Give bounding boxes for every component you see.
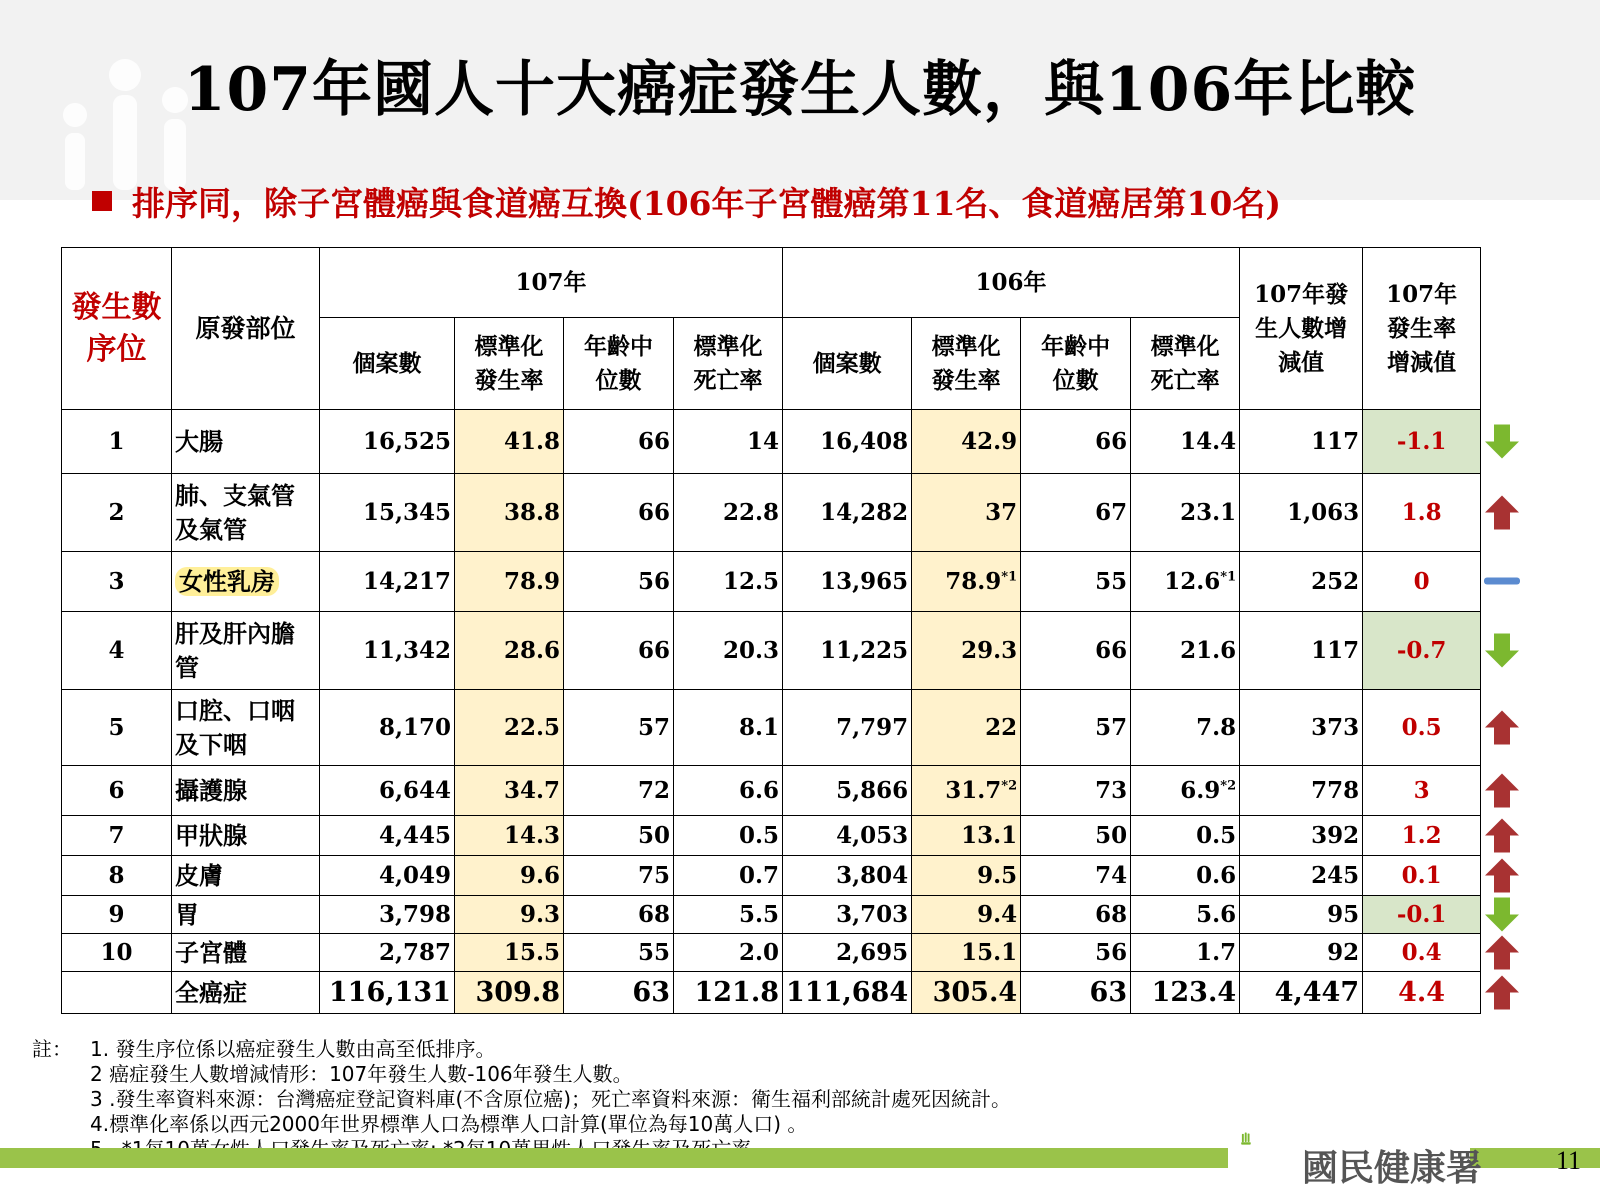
cell-change-count: 117 — [1240, 410, 1363, 474]
cell-median-age-107: 63 — [564, 972, 674, 1014]
cell-cases-107: 4,445 — [320, 816, 455, 856]
header-change-rate: 107年發生率增減值 — [1363, 248, 1481, 410]
footnote-marker: *2 — [1001, 778, 1018, 794]
table-row — [62, 972, 1481, 1014]
cell-rank: 7 — [62, 816, 172, 856]
cell-cases-106: 7,797 — [783, 690, 912, 766]
cell-site: 子宮體 — [172, 934, 320, 972]
cell-std-mortality-106: 7.8 — [1131, 690, 1240, 766]
cell-cases-106: 111,684 — [783, 972, 912, 1014]
header-cases-106: 個案數 — [783, 318, 912, 410]
cell-site: 大腸 — [172, 410, 320, 474]
cell-median-age-107: 66 — [564, 410, 674, 474]
cell-cases-107: 15,345 — [320, 474, 455, 552]
cell-median-age-107: 72 — [564, 766, 674, 816]
cell-median-age-106: 68 — [1021, 896, 1131, 934]
footnote-marker: *1 — [1001, 569, 1018, 585]
table-row — [62, 410, 1481, 474]
arrow-up-icon — [1485, 859, 1519, 893]
cell-std-mortality-106: 6.9$^{*2}$ — [1131, 766, 1240, 816]
arrow-up-icon — [1485, 819, 1519, 853]
cell-rank: 2 — [62, 474, 172, 552]
cell-site: 女性乳房 — [172, 552, 320, 612]
cell-std-mortality-106: 0.6 — [1131, 856, 1240, 896]
cell-change-rate: 3 — [1363, 766, 1481, 816]
cell-rank: 5 — [62, 690, 172, 766]
cell-site: 攝護腺 — [172, 766, 320, 816]
table-row — [62, 856, 1481, 896]
cell-median-age-106: 55 — [1021, 552, 1131, 612]
cell-change-rate: 4.4 — [1363, 972, 1481, 1014]
cell-std-incidence-106: 22 — [912, 690, 1021, 766]
cell-median-age-106: 66 — [1021, 410, 1131, 474]
cell-std-mortality-106: 23.1 — [1131, 474, 1240, 552]
cell-cases-107: 16,525 — [320, 410, 455, 474]
header-std-mortality-106: 標準化死亡率 — [1131, 318, 1240, 410]
table-row — [62, 934, 1481, 972]
header-cases-107: 個案數 — [320, 318, 455, 410]
subtitle-text: 排序同，除子宮體癌與食道癌互換(106年子宮體癌第11名、食道癌居第10名) — [132, 184, 1281, 223]
cell-change-count: 95 — [1240, 896, 1363, 934]
cell-std-mortality-106: 5.6 — [1131, 896, 1240, 934]
cell-site: 口腔、口咽及下咽 — [172, 690, 320, 766]
header-107: 107年 — [320, 248, 783, 318]
cell-std-mortality-107: 20.3 — [674, 612, 783, 690]
cell-cases-107: 3,798 — [320, 896, 455, 934]
cell-std-incidence-106: 15.1 — [912, 934, 1021, 972]
cell-std-mortality-107: 22.8 — [674, 474, 783, 552]
cell-rank — [62, 972, 172, 1014]
cell-cases-107: 11,342 — [320, 612, 455, 690]
cell-std-incidence-107: 78.9 — [455, 552, 564, 612]
footnote-marker: *2 — [1220, 778, 1237, 794]
cell-std-mortality-107: 8.1 — [674, 690, 783, 766]
cell-site: 甲狀腺 — [172, 816, 320, 856]
cell-std-mortality-107: 5.5 — [674, 896, 783, 934]
cell-std-incidence-107: 22.5 — [455, 690, 564, 766]
header-change-count: 107年發生人數增減值 — [1240, 248, 1363, 410]
cell-change-rate: -0.1 — [1363, 896, 1481, 934]
cell-std-mortality-107: 0.5 — [674, 816, 783, 856]
cell-std-incidence-106: 29.3 — [912, 612, 1021, 690]
cell-median-age-106: 50 — [1021, 816, 1131, 856]
cell-std-incidence-107: 14.3 — [455, 816, 564, 856]
cell-std-incidence-106: 9.4 — [912, 896, 1021, 934]
cell-site: 全癌症 — [172, 972, 320, 1014]
cell-std-incidence-107: 15.5 — [455, 934, 564, 972]
footnote-label: 註： — [32, 1037, 72, 1061]
cell-median-age-107: 56 — [564, 552, 674, 612]
cell-change-count: 373 — [1240, 690, 1363, 766]
table-row — [62, 612, 1481, 690]
cell-std-incidence-107: 28.6 — [455, 612, 564, 690]
cell-std-incidence-107: 41.8 — [455, 410, 564, 474]
cell-cases-107: 8,170 — [320, 690, 455, 766]
cell-cases-106: 14,282 — [783, 474, 912, 552]
footnote-marker: *1 — [1220, 569, 1237, 585]
cell-std-incidence-106: 305.4 — [912, 972, 1021, 1014]
cell-site: 胃 — [172, 896, 320, 934]
cell-cases-106: 16,408 — [783, 410, 912, 474]
cell-change-rate: 1.2 — [1363, 816, 1481, 856]
arrow-down-icon — [1485, 898, 1519, 932]
footnotes — [32, 1037, 1011, 1162]
cell-median-age-106: 56 — [1021, 934, 1131, 972]
footer-bar — [0, 1148, 1228, 1168]
cell-rank: 3 — [62, 552, 172, 612]
cell-change-rate: -0.7 — [1363, 612, 1481, 690]
trend-arrows — [1480, 0, 1540, 1200]
cell-median-age-106: 74 — [1021, 856, 1131, 896]
arrow-up-icon — [1485, 496, 1519, 530]
cell-median-age-106: 57 — [1021, 690, 1131, 766]
cell-change-rate: 0.4 — [1363, 934, 1481, 972]
arrow-up-icon — [1485, 774, 1519, 808]
hpa-logo-icon — [1240, 1095, 1290, 1180]
cell-cases-107: 4,049 — [320, 856, 455, 896]
footnote-item: 1. 發生序位係以癌症發生人數由高至低排序。 — [90, 1037, 496, 1061]
cell-std-mortality-106: 14.4 — [1131, 410, 1240, 474]
org-name: 國民健康署 — [1302, 1148, 1483, 1189]
arrow-up-icon — [1485, 976, 1519, 1010]
cell-median-age-107: 68 — [564, 896, 674, 934]
arrow-down-icon — [1485, 634, 1519, 668]
cell-cases-106: 2,695 — [783, 934, 912, 972]
cell-median-age-107: 57 — [564, 690, 674, 766]
cell-std-incidence-107: 9.6 — [455, 856, 564, 896]
cell-median-age-106: 67 — [1021, 474, 1131, 552]
cell-site: 肺、支氣管及氣管 — [172, 474, 320, 552]
cell-std-incidence-106: 78.9$^{*1}$ — [912, 552, 1021, 612]
cell-change-count: 4,447 — [1240, 972, 1363, 1014]
cell-change-rate: 0 — [1363, 552, 1481, 612]
cell-change-count: 252 — [1240, 552, 1363, 612]
arrow-up-icon — [1485, 936, 1519, 970]
cell-median-age-107: 66 — [564, 474, 674, 552]
cell-cases-106: 13,965 — [783, 552, 912, 612]
cell-std-incidence-106: 42.9 — [912, 410, 1021, 474]
cancer-comparison-table — [61, 247, 1481, 1014]
bullet-square-icon — [92, 191, 112, 211]
table-row — [62, 896, 1481, 934]
table-row — [62, 552, 1481, 612]
cell-median-age-107: 75 — [564, 856, 674, 896]
cell-cases-107: 14,217 — [320, 552, 455, 612]
cell-median-age-107: 55 — [564, 934, 674, 972]
footnote-item: 4.標準化率係以西元2000年世界標準人口為標準人口計算(單位為每10萬人口) 。 — [90, 1112, 808, 1136]
header-std-incidence-107: 標準化發生率 — [455, 318, 564, 410]
header-rank: 發生數序位 — [62, 248, 172, 410]
cell-rank: 1 — [62, 410, 172, 474]
cell-std-mortality-106: 12.6$^{*1}$ — [1131, 552, 1240, 612]
cell-rank: 6 — [62, 766, 172, 816]
cell-change-rate: 0.1 — [1363, 856, 1481, 896]
cell-std-mortality-107: 2.0 — [674, 934, 783, 972]
cell-std-mortality-107: 12.5 — [674, 552, 783, 612]
cell-change-count: 117 — [1240, 612, 1363, 690]
cell-site: 肝及肝內膽管 — [172, 612, 320, 690]
cell-median-age-106: 63 — [1021, 972, 1131, 1014]
cell-std-incidence-106: 13.1 — [912, 816, 1021, 856]
footnote-item: 3 .發生率資料來源：台灣癌症登記資料庫(不含原位癌)；死亡率資料來源：衛生福利部統計處死因統計。 — [90, 1087, 1012, 1111]
cell-median-age-106: 73 — [1021, 766, 1131, 816]
header-106: 106年 — [783, 248, 1240, 318]
cell-std-incidence-107: 309.8 — [455, 972, 564, 1014]
cell-change-count: 778 — [1240, 766, 1363, 816]
cell-std-incidence-107: 34.7 — [455, 766, 564, 816]
subtitle — [92, 178, 1281, 225]
cell-std-mortality-106: 0.5 — [1131, 816, 1240, 856]
cell-std-mortality-107: 0.7 — [674, 856, 783, 896]
table-row — [62, 690, 1481, 766]
table-row — [62, 816, 1481, 856]
cell-rank: 8 — [62, 856, 172, 896]
arrow-down-icon — [1485, 425, 1519, 459]
cell-std-mortality-106: 1.7 — [1131, 934, 1240, 972]
cell-std-mortality-107: 121.8 — [674, 972, 783, 1014]
header-site: 原發部位 — [172, 248, 320, 410]
table-row — [62, 474, 1481, 552]
cell-cases-107: 116,131 — [320, 972, 455, 1014]
cell-change-rate: -1.1 — [1363, 410, 1481, 474]
footnote-item: 2 癌症發生人數增減情形：107年發生人數-106年發生人數。 — [90, 1062, 633, 1086]
cell-change-count: 392 — [1240, 816, 1363, 856]
cell-median-age-106: 66 — [1021, 612, 1131, 690]
table-row — [62, 766, 1481, 816]
header-std-mortality-107: 標準化死亡率 — [674, 318, 783, 410]
cell-change-rate: 1.8 — [1363, 474, 1481, 552]
cell-cases-107: 2,787 — [320, 934, 455, 972]
page-number: 11 — [1556, 1146, 1582, 1175]
cell-rank: 9 — [62, 896, 172, 934]
cell-cases-106: 3,703 — [783, 896, 912, 934]
cell-std-incidence-106: 37 — [912, 474, 1021, 552]
cell-std-mortality-107: 6.6 — [674, 766, 783, 816]
cell-cases-106: 4,053 — [783, 816, 912, 856]
cell-cases-107: 6,644 — [320, 766, 455, 816]
cell-change-count: 92 — [1240, 934, 1363, 972]
cell-rank: 4 — [62, 612, 172, 690]
cell-std-incidence-106: 31.7$^{*2}$ — [912, 766, 1021, 816]
arrow-up-icon — [1485, 711, 1519, 745]
cell-site: 皮膚 — [172, 856, 320, 896]
header-median-age-106: 年齡中位數 — [1021, 318, 1131, 410]
cell-median-age-107: 50 — [564, 816, 674, 856]
cell-std-incidence-106: 9.5 — [912, 856, 1021, 896]
page-title: 107年國人十大癌症發生人數，與106年比較 — [183, 55, 1417, 125]
cell-median-age-107: 66 — [564, 612, 674, 690]
cell-rank: 10 — [62, 934, 172, 972]
cell-std-mortality-106: 123.4 — [1131, 972, 1240, 1014]
cell-change-rate: 0.5 — [1363, 690, 1481, 766]
no-change-dash-icon — [1484, 578, 1520, 585]
cell-cases-106: 5,866 — [783, 766, 912, 816]
header-std-incidence-106: 標準化發生率 — [912, 318, 1021, 410]
cell-std-mortality-106: 21.6 — [1131, 612, 1240, 690]
cell-std-incidence-107: 9.3 — [455, 896, 564, 934]
cell-change-count: 1,063 — [1240, 474, 1363, 552]
cell-cases-106: 3,804 — [783, 856, 912, 896]
header-median-age-107: 年齡中位數 — [564, 318, 674, 410]
cell-cases-106: 11,225 — [783, 612, 912, 690]
cell-std-incidence-107: 38.8 — [455, 474, 564, 552]
cell-change-count: 245 — [1240, 856, 1363, 896]
cell-std-mortality-107: 14 — [674, 410, 783, 474]
